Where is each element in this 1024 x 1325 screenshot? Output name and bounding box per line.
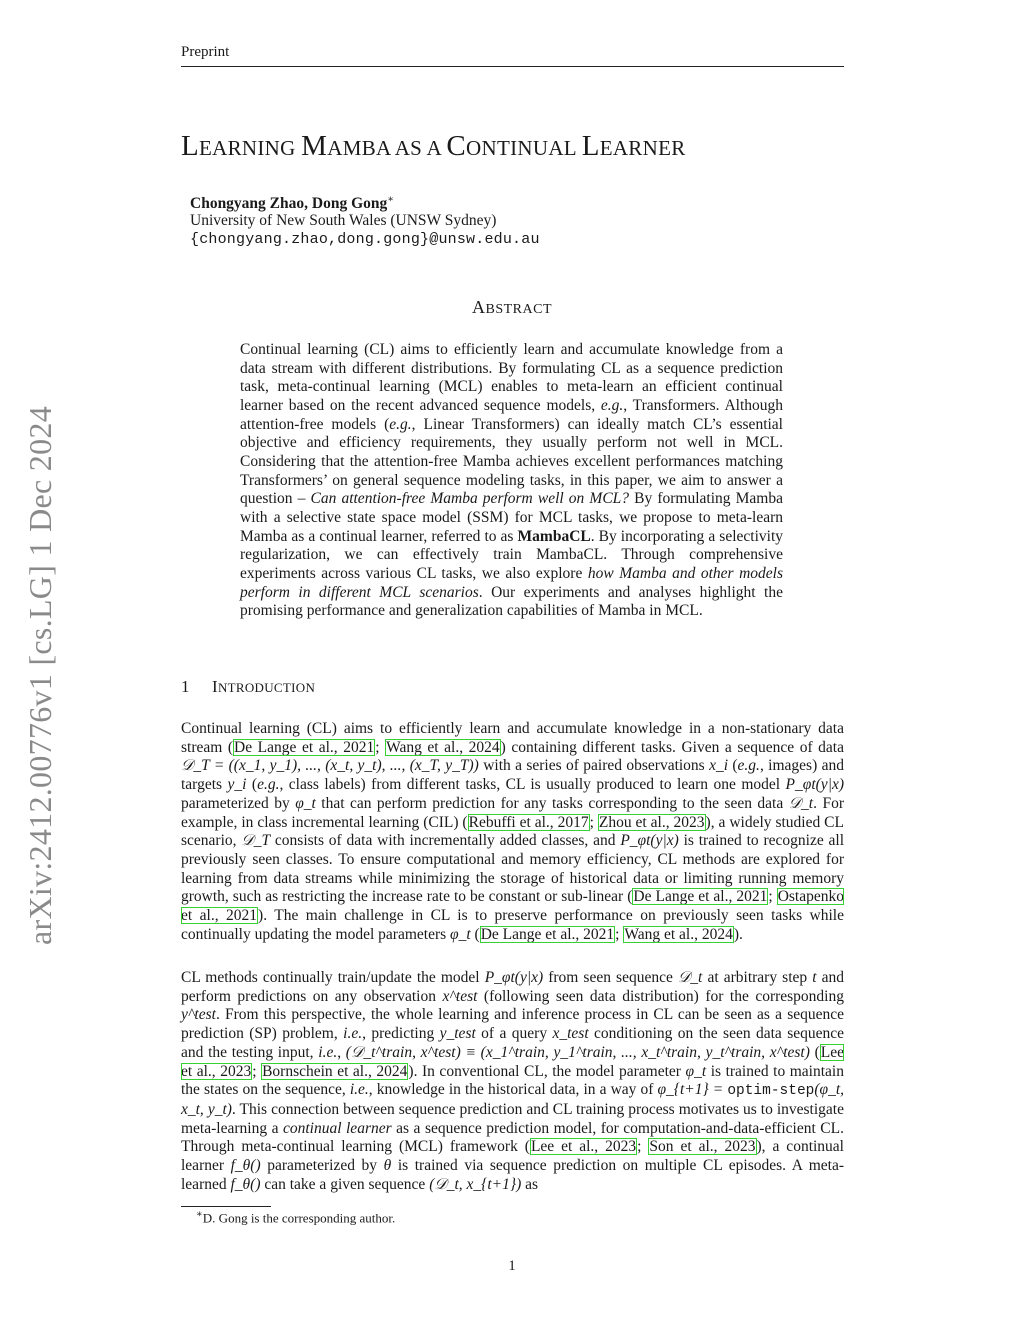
body-text: . From this perspective, the whole learning and inference process in CL can be seen as a sequence prediction (SP) problem, [181,1006,844,1043]
body-text: ), a continual learner [181,1138,844,1175]
citation-link[interactable]: Son et al., 2023 [649,1138,756,1156]
body-text: , images) and targets [181,757,844,794]
body-text: parameterized by [260,1157,384,1175]
body-text: ; [768,888,777,906]
math-inline: t [812,969,817,986]
body-text: from seen sequence [543,969,678,986]
body-text: of a query [475,1025,553,1043]
body-text: ; [375,738,386,756]
math-inline: P_φt(y|x) [484,969,544,986]
body-text: i.e. [318,1043,338,1061]
citation-link[interactable]: Rebuffi et al., 2017 [468,813,589,831]
author-email: {chongyang.zhao,dong.gong}@unsw.edu.au [190,231,540,248]
body-text: ; [637,1138,649,1156]
footnote-mark: ∗ [196,1209,203,1220]
abstract-text: e.g. [389,415,412,433]
math-inline: φ_t [295,794,316,812]
paper-title [181,130,686,163]
section-heading [181,677,315,697]
abstract-text: , Transformers. Although attention-free models ( [240,396,783,433]
footnote-text: D. Gong is the corresponding author. [202,1210,396,1226]
citation-link[interactable]: De Lange et al., 2021 [633,888,768,906]
math-inline: f_θ() [230,1175,261,1193]
citation-link[interactable]: Bornschein et al., 2024 [262,1062,408,1080]
math-inline: f_θ() [230,1157,261,1175]
abstract-text: . By incorporating a selectivity regularization, we can effectively train MambaCL. Through comprehensive experiments across various CL tasks, we also explore [240,527,783,582]
body-text: ( [728,757,738,775]
abstract-text: e.g. [600,396,624,414]
body-text: ( [470,925,480,943]
title-part: L [581,130,600,162]
section-heading-first: I [212,677,218,696]
title-part: L [181,130,200,162]
body-text: conditioning on the seen data sequence and the testing input, [181,1025,845,1061]
body-text: i.e. [343,1025,363,1043]
body-text: Continual learning (CL) aims to efficiently learn and accumulate knowledge in a non-stationary data stream ( [181,720,844,756]
body-text: continual learner [282,1119,392,1137]
math-inline: φ_{t+1} = [657,1081,728,1099]
citation-link[interactable]: Lee et al., 2023 [181,1043,845,1080]
title-part: M [301,130,328,162]
body-text: . This connection between sequence prediction and CL training process motivates us to investigate meta-learning a [181,1100,844,1137]
body-text: ( [809,1043,820,1061]
body-text: , class labels) from different tasks, CL is usually produced to learn one model [279,776,786,794]
authors-text: Chongyang Zhao, Dong Gong [190,195,388,213]
title-part: ONTINUAL [466,136,582,160]
body-text: at arbitrary step [702,969,813,986]
abstract-heading [0,297,1024,318]
intro-paragraph-1 [181,720,844,944]
section-number: 1 [181,677,190,696]
affiliation: University of New South Wales (UNSW Sydney) [190,212,497,229]
math-inline: φ_t [685,1062,707,1080]
math-inline: y^test [181,1006,216,1024]
title-part: C [446,130,467,162]
abstract-heading-rest: BSTRACT [485,302,552,317]
body-text: ). The main challenge in CL is to preserve performance on previously seen tasks while continually updating the model parameters [181,907,844,943]
body-text: consists of data with incrementally added classes, and [270,832,621,850]
math-inline: φ_t [450,925,471,943]
body-text: as a sequence prediction model, for computation-and-data-efficient CL. Through meta-continual learning (MCL) framework ( [181,1119,844,1156]
math-inline: 𝒟_T [241,832,271,850]
body-text: i.e. [349,1081,369,1099]
citation-link[interactable]: Wang et al., 2024 [386,738,500,756]
body-text: ( [246,776,258,794]
title-part: EARNING [199,136,302,160]
body-text: that can perform prediction for any tasks corresponding to the seen data [315,794,789,812]
body-text: , knowledge in the historical data, in a way of [368,1081,658,1099]
code-inline: optim-step [727,1083,815,1100]
body-text: and perform predictions on any observation [181,969,844,1005]
body-text: e.g. [737,757,760,775]
math-inline: 𝒟_t [677,969,703,986]
header-rule [181,66,844,67]
method-name: MambaCL [517,527,591,545]
math-inline: 𝒟_t [788,794,814,812]
body-text: ; [615,925,624,943]
body-text: CL methods continually train/update the model [181,969,485,986]
abstract-text: , Linear Transformers) can ideally match CL’s essential objective and efficiency requirements, they usually perform not well in MCL. Considering that the attention-free Mamba achieves excellent performances matching Transformers’ on general sequence modeling tasks, in this paper, we aim to answer a question – [240,415,783,508]
body-text: ; [589,813,598,831]
abstract-text: how Mamba and other models perform in different MCL scenarios [240,564,783,601]
citation-link[interactable]: Lee et al., 2023 [530,1138,637,1156]
footnote-rule [181,1206,271,1207]
author-names [190,194,394,213]
math-inline: 𝒟_T = ((x_1, y_1), ..., (x_t, y_t), ..., (x_T, y_T)) [181,757,479,775]
math-inline: (𝒟_t, x_{t+1}) [429,1175,522,1193]
math-inline: x^test [442,987,478,1005]
math-inline: P_φt(y|x) [785,776,844,794]
body-text: parameterized by [181,794,296,812]
body-text: is trained via sequence prediction on multiple CL episodes. A meta-learned [181,1157,844,1193]
body-text: . For example, in class incremental learning (CIL) ( [181,794,844,831]
body-text: is trained to recognize all previously seen classes. To ensure computational and memory efficiency, CL methods are explored for learning from data streams while minimizing the storage of historical data or limiting running memory growth, such as restricting the increase rate to be constant or sub-linear ( [181,832,845,906]
body-text: , predicting [362,1025,440,1043]
body-text: , [337,1043,346,1061]
math-inline: y_i [227,776,247,794]
math-inline: θ [383,1157,392,1175]
page-number: 1 [508,1258,516,1274]
body-text: ), a widely studied CL scenario, [181,813,844,850]
math-inline: y_test [439,1025,476,1043]
abstract-body [240,341,783,621]
body-text: (following seen data distribution) for the corresponding [477,987,844,1005]
body-text: ; [252,1062,262,1080]
running-header: Preprint [181,44,230,60]
body-text: is trained to maintain the states on the sequence, [181,1062,844,1099]
abstract-question: Can attention-free Mamba perform well on MCL? [310,490,630,508]
citation-link[interactable]: Ostapenko et al., 2021 [181,888,844,925]
math-inline: P_φt(y|x) [620,832,679,850]
abstract-text: . Our experiments and analyses highlight the promising performance and generalization capabilities of Mamba in MCL. [240,583,783,620]
math-inline: x_i [709,757,729,775]
section-heading-rest: NTRODUCTION [217,680,316,695]
intro-paragraph-2 [181,969,844,1194]
body-text: with a series of paired observations [478,757,710,775]
math-inline: (φ_t, x_t, y_t) [181,1081,845,1118]
citation-link[interactable]: De Lange et al., 2021 [234,738,375,756]
body-text: e.g. [257,776,280,794]
title-part: EARNER [599,136,686,160]
arxiv-stamp: arXiv:2412.00776v1 [cs.LG] 1 Dec 2024 [22,406,58,945]
math-inline: x_test [552,1025,589,1043]
body-text: as [521,1175,539,1193]
body-text: ) containing different tasks. Given a sequence of data [500,738,844,756]
citation-link[interactable]: De Lange et al., 2021 [480,925,615,943]
author-footnote-mark: ∗ [387,194,395,205]
body-text: ). In conventional CL, the model parameter [408,1062,686,1080]
footnote [196,1209,395,1226]
citation-link[interactable]: Wang et al., 2024 [624,925,733,943]
abstract-text: By formulating Mamba with a selective state space model (SSM) for MCL tasks, we propose to meta-learn Mamba as a continual learner, referred to as [240,490,783,545]
abstract-heading-first: A [471,297,486,317]
math-inline: (𝒟_t^train, x^test) ≡ (x_1^train, y_1^train, ..., x_t^train, y_t^train, x^test) [345,1043,810,1061]
body-text: ). [733,925,743,943]
title-part: AMBA AS A [327,136,447,160]
abstract-text: Continual learning (CL) aims to efficiently learn and accumulate knowledge from a data stream with different distributions. By formulating CL as a sequence prediction task, meta-continual learning (MCL) enables to meta-learn an efficient continual learner based on the recent advanced sequence models, [240,341,783,414]
body-text: can take a given sequence [260,1175,430,1193]
citation-link[interactable]: Zhou et al., 2023 [598,813,705,831]
